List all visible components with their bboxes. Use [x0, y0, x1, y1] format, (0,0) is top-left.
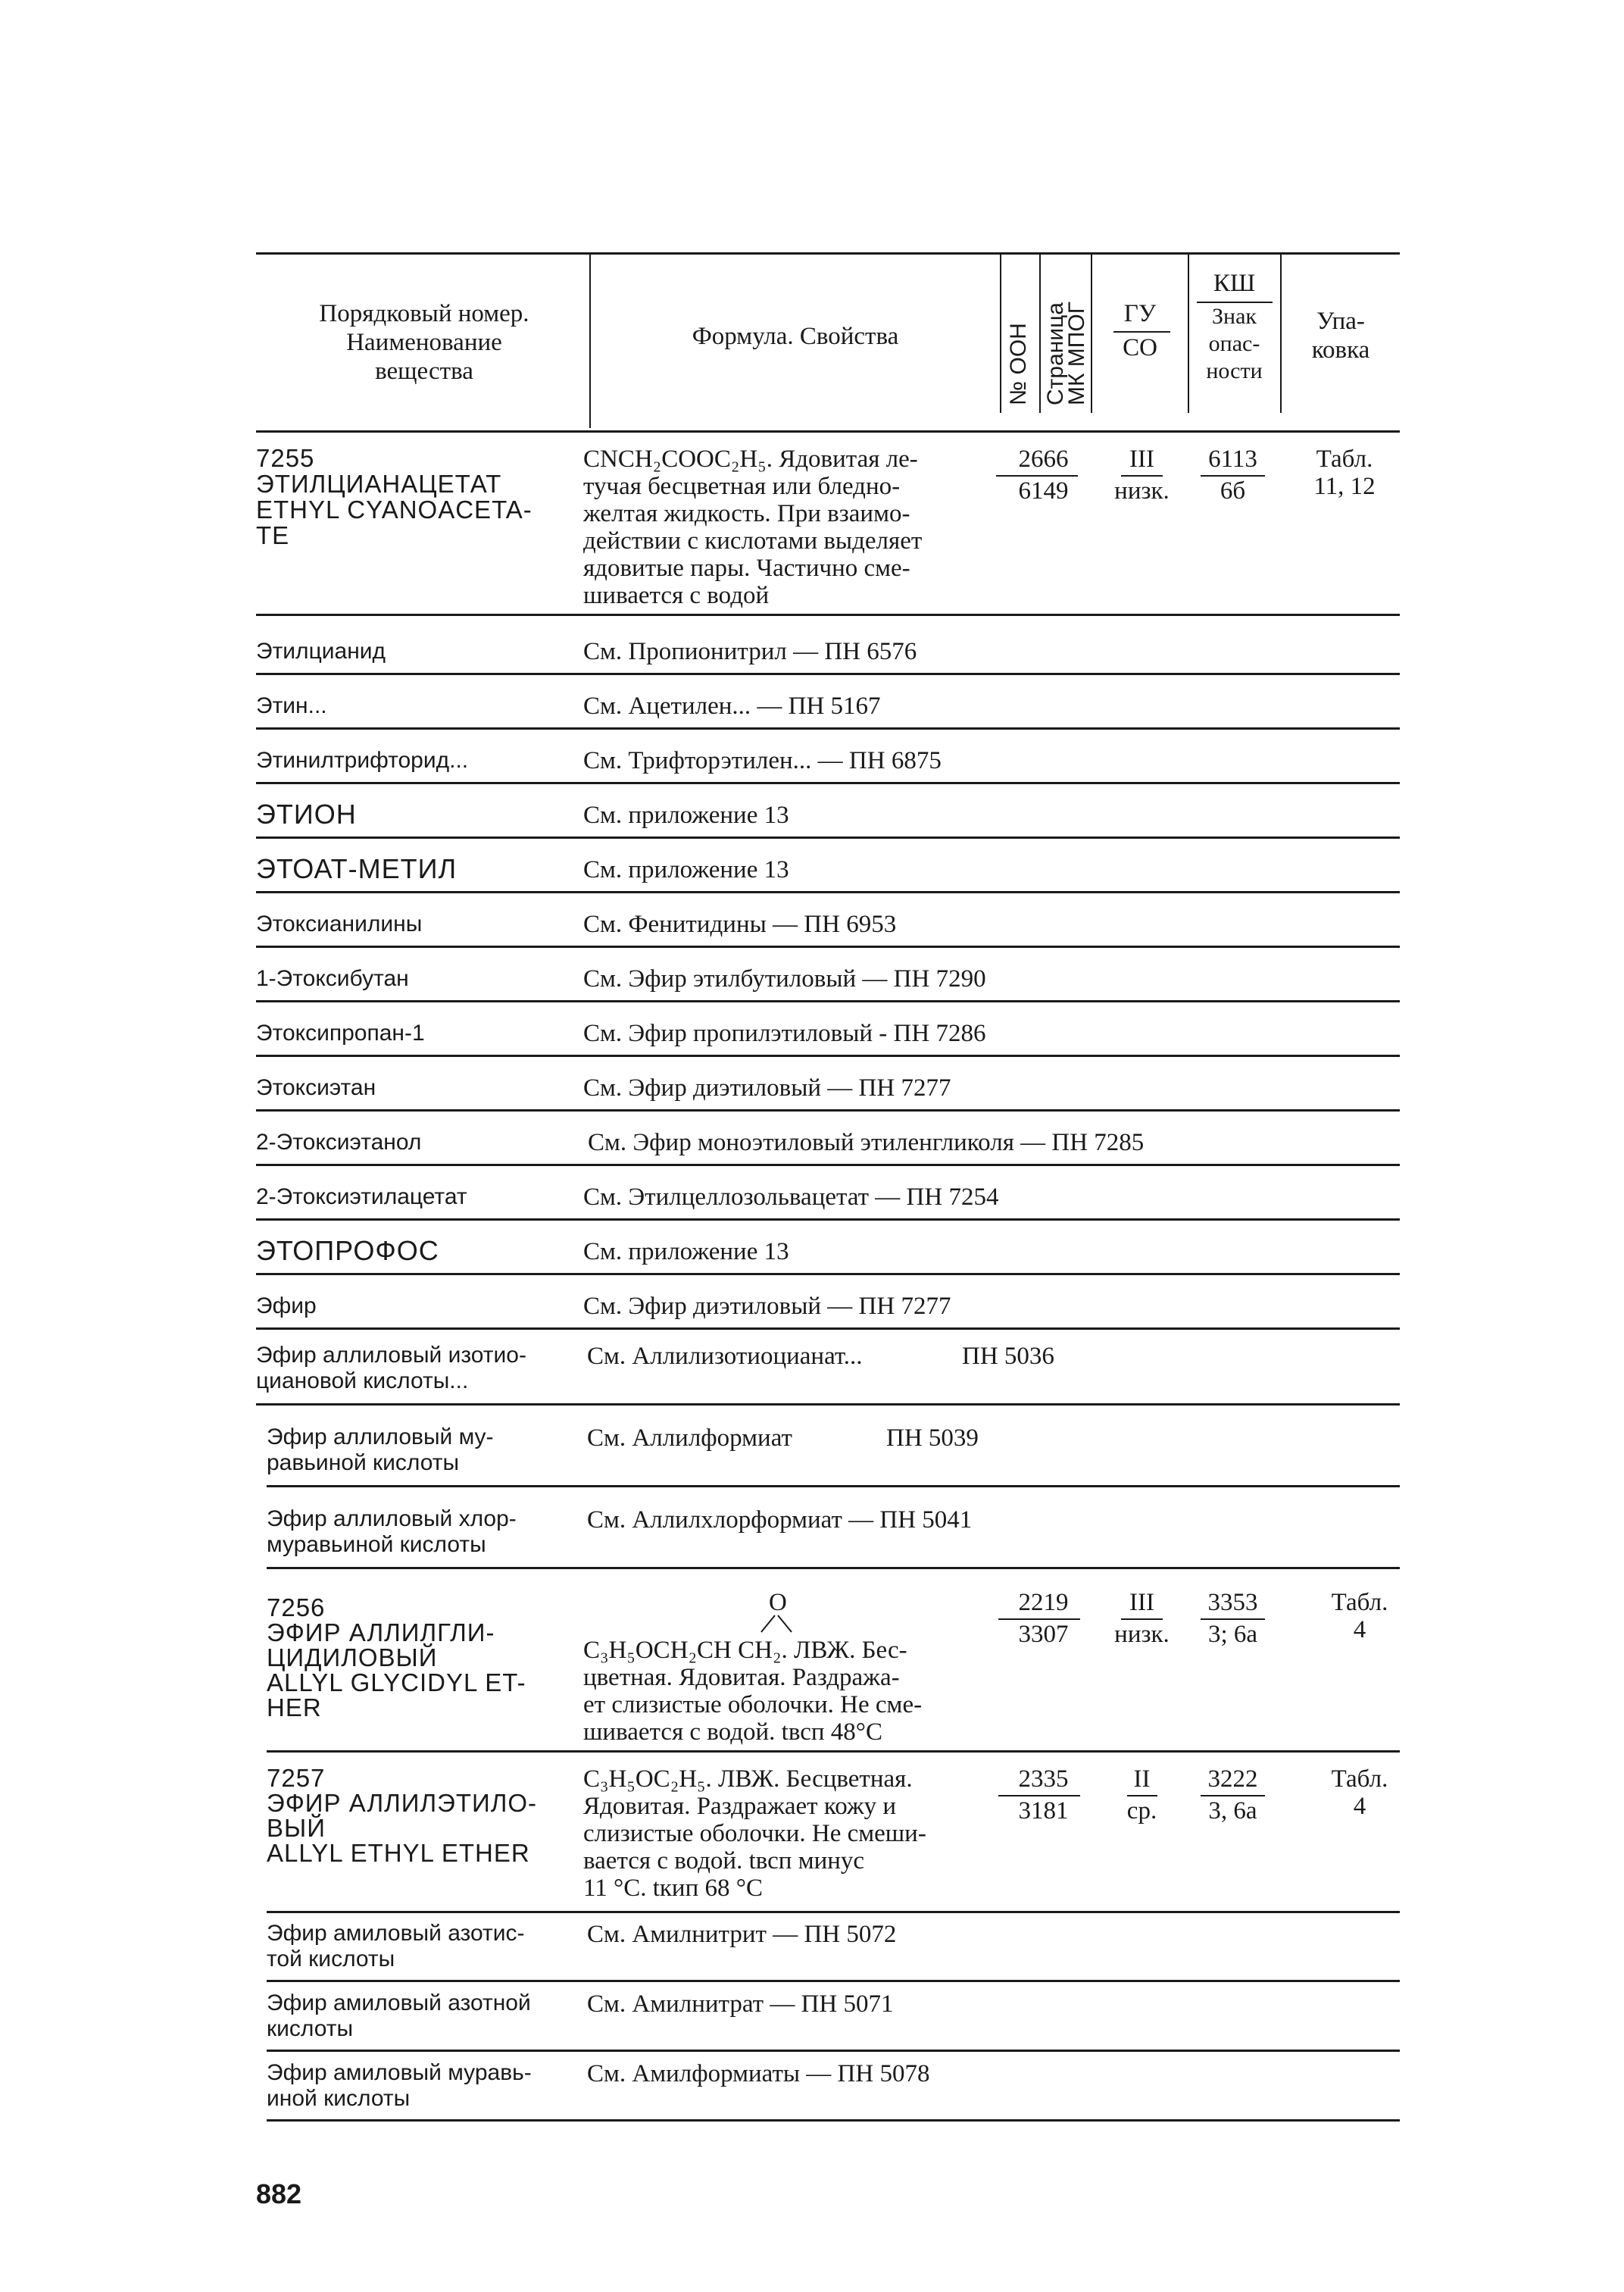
entry-name-line: HER [267, 1693, 322, 1721]
entry-props-line: шивается с водой. tвсп 48°C [583, 1718, 882, 1746]
header-divider [1188, 254, 1189, 413]
header-col7-line: ковка [1311, 336, 1370, 364]
ref-row-name-line: Эфир амиловый муравь- [267, 2060, 532, 2085]
header-bottom-rule [256, 430, 1400, 433]
entry-number: 7256 [267, 1593, 326, 1621]
ref-row-name: Этоксианилины [256, 911, 423, 936]
entry-name-line: ВЫЙ [267, 1814, 326, 1842]
page-number: 882 [256, 2178, 302, 2209]
header-divider [1091, 254, 1092, 413]
row-rule [267, 1911, 1400, 1913]
ref-row-pn: ПН 5036 [962, 1343, 1054, 1370]
header-divider [589, 254, 591, 428]
entry-7256-gu: III [1129, 1589, 1154, 1616]
entry-props-line: ет слизистые оболочки. Не сме- [583, 1691, 923, 1718]
row-rule [256, 673, 1400, 675]
header-col-un-number: № ООН [1006, 323, 1031, 405]
header-col4-line: Страница [1043, 302, 1068, 405]
entry-props-line: Ядовитая. Раздражает кожу и [583, 1793, 897, 1820]
ref-row-name: Этинилтрифторид... [256, 748, 469, 773]
entry-7255-gu: III [1129, 446, 1154, 473]
ref-row-text: См. Этилцеллозольвацетат — ПН 7254 [583, 1184, 999, 1211]
ref-row-pn: ПН 5039 [886, 1424, 979, 1452]
ref-row-name [267, 1990, 531, 2042]
row-rule [256, 1403, 1400, 1406]
entry-number: 7255 [256, 444, 315, 472]
ref-row-name: Этилцианид [256, 639, 386, 664]
entry-fraction-line [1201, 1795, 1265, 1796]
header-col-formula: Формула. Свойства [692, 323, 899, 350]
entry-props-line: C₃H₅OC₂H₅. ЛВЖ. Бесцветная. [583, 1765, 913, 1793]
ref-row-name: Этоксиэтан [256, 1075, 376, 1100]
row-rule [256, 1218, 1400, 1221]
entry-pack-line: 4 [1353, 1616, 1366, 1643]
entry-7257-sign: 3, 6а [1208, 1797, 1257, 1825]
entry-7256-ksh: 3353 [1207, 1589, 1258, 1616]
row-rule [256, 836, 1400, 839]
entry-props-line: ядовитые пары. Частично сме- [583, 555, 910, 582]
entry-7256-oxygen: O [769, 1589, 787, 1616]
row-rule [256, 1109, 1400, 1112]
entry-props-line: действии с кислотами выделяет [583, 527, 923, 555]
entry-7255-pack [1288, 446, 1401, 500]
entry-7256-un: 2219 [1018, 1589, 1069, 1616]
ref-row-name-line: Эфир амиловый азотной [267, 1990, 531, 2015]
row-rule [256, 782, 1400, 784]
entry-props-line: слизистые оболочки. Не смеши- [583, 1820, 926, 1847]
ref-row-text: См. Эфир пропилэтиловый - ПН 7286 [583, 1020, 986, 1047]
ref-row-text: См. приложение 13 [583, 1238, 789, 1265]
epoxide-ring-bonds [754, 1612, 799, 1635]
header-col1-line: Наименование [346, 329, 502, 356]
ref-row-name: Эфир [256, 1293, 317, 1318]
entry-name-line: ЭТИЛЦИАНАЦЕТАТ [256, 470, 502, 498]
ref-row-name [267, 1424, 494, 1476]
entry-props-line: тучая бесцветная или бледно- [583, 473, 901, 500]
entry-pack-line: Табл. [1331, 1765, 1388, 1793]
ref-row-name-line: Эфир аллиловый изотио- [256, 1343, 526, 1368]
entry-fraction-line [1201, 1618, 1265, 1620]
entry-7256-props [583, 1637, 922, 1746]
entry-number: 7257 [267, 1764, 326, 1792]
ref-row-name-line: той кислоты [267, 1946, 395, 1971]
entry-7255-ksh: 6113 [1208, 446, 1257, 473]
ref-row-name: ЭТОПРОФОС [256, 1235, 439, 1266]
entry-props-line: CNCH₂COOC₂H₅. Ядовитая ле- [583, 446, 918, 473]
row-rule [267, 1485, 1400, 1487]
entry-7257-gu: II [1133, 1765, 1151, 1793]
header-col-co: СО [1123, 334, 1157, 361]
entry-7257-ksh: 3222 [1207, 1765, 1258, 1793]
ref-row-name-line: муравьиной кислоты [267, 1532, 486, 1557]
entry-fraction-line [998, 1618, 1080, 1620]
header-col6-line: ности [1206, 358, 1263, 383]
header-divider [1280, 254, 1282, 413]
ref-row-text: См. Ацетилен... — ПН 5167 [583, 693, 881, 720]
row-rule [256, 1000, 1400, 1002]
header-col-page [1045, 302, 1088, 405]
entry-props-line: цветная. Ядовитая. Раздража- [583, 1664, 900, 1691]
header-col-hazard-sign [1191, 303, 1278, 385]
entry-7257-page: 3181 [1018, 1797, 1069, 1825]
entry-fraction-line [1127, 1795, 1157, 1796]
entry-7256-co: низк. [1114, 1621, 1170, 1648]
entry-7255-name [256, 446, 532, 549]
ref-row-text: См. Амилнитрит — ПН 5072 [587, 1921, 897, 1948]
entry-name-line: TE [256, 521, 290, 549]
row-rule [256, 1055, 1400, 1057]
header-col7-line: Упа- [1316, 308, 1365, 335]
row-rule [267, 1980, 1400, 1982]
entry-props-line: шивается с водой [583, 582, 770, 609]
entry-fraction-line [1121, 475, 1163, 477]
header-col6-line: Знак [1212, 304, 1257, 329]
ref-row-text: См. Эфир моноэтиловый этиленгликоля — ПН 7285 [588, 1129, 1145, 1156]
ref-row-name-line: Эфир аллиловый хлор- [267, 1506, 517, 1531]
ref-row-name: 1-Этоксибутан [256, 966, 409, 991]
entry-name-line: ЦИДИЛОВЫЙ [267, 1643, 438, 1671]
ref-row-name [267, 2060, 532, 2112]
entry-fraction-line [1121, 1618, 1163, 1620]
ref-row-name: Этоксипропан-1 [256, 1021, 425, 1046]
header-col-number-name [280, 299, 568, 386]
ref-row-name [256, 1343, 526, 1394]
ref-row-name-line: равьиной кислоты [267, 1450, 460, 1475]
ref-row-name: Этин... [256, 693, 327, 718]
row-rule [267, 2119, 1400, 2122]
entry-name-line: ALLYL GLYCIDYL ET- [267, 1668, 526, 1696]
ref-row-name-line: Эфир аллиловый му- [267, 1424, 494, 1449]
entry-name-line: ЭФИР АЛЛИЛЭТИЛО- [267, 1789, 538, 1817]
entry-fraction-line [998, 1795, 1080, 1796]
ref-row-name: ЭТИОН [256, 799, 357, 830]
header-top-rule [256, 252, 1400, 255]
entry-name-line: ETHYL CYANOACETA- [256, 496, 532, 524]
entry-7256-sign: 3; 6а [1207, 1621, 1258, 1648]
entry-props-line: C₃H₅OCH₂CH CH₂. ЛВЖ. Бес- [583, 1637, 907, 1664]
ref-row-name-line: иной кислоты [267, 2086, 411, 2111]
row-rule [267, 1750, 1400, 1753]
ref-row-name: 2-Этоксиэтанол [256, 1130, 422, 1155]
entry-7256-pack [1303, 1589, 1416, 1643]
entry-name-line: ALLYL ETHYL ETHER [267, 1839, 530, 1867]
entry-7257-un: 2335 [1018, 1765, 1069, 1793]
ref-row-text: См. Эфир диэтиловый — ПН 7277 [583, 1074, 951, 1102]
entry-7256-name [267, 1595, 526, 1720]
header-col4-line: МК МПОГ [1064, 302, 1089, 405]
row-rule [256, 1273, 1400, 1275]
header-col-packaging [1284, 307, 1398, 364]
ref-row-text: См. Амилнитрат — ПН 5071 [587, 1990, 894, 2018]
entry-7255-sign: 6б [1220, 477, 1246, 505]
header-col-ksh: КШ [1213, 270, 1256, 297]
entry-7257-co: ср. [1126, 1797, 1157, 1825]
entry-pack-line: 11, 12 [1313, 473, 1376, 500]
entry-7257-pack [1303, 1765, 1416, 1820]
entry-fraction-line [1201, 475, 1265, 477]
ref-row-name-line: циановой кислоты... [256, 1368, 469, 1393]
entry-pack-line: Табл. [1316, 446, 1373, 473]
ref-row-text: См. Аллилизотиоцианат... [587, 1343, 863, 1370]
ref-row-text: См. Эфир этилбутиловый — ПН 7290 [583, 965, 986, 993]
ref-row-text: См. Трифторэтилен... — ПН 6875 [583, 747, 942, 774]
row-rule [256, 727, 1400, 730]
ref-row-name-line: Эфир амиловый азотис- [267, 1921, 525, 1946]
header-col6-line: опас- [1208, 331, 1260, 356]
entry-7255-page: 6149 [1018, 477, 1069, 505]
entry-7255-un: 2666 [1018, 446, 1069, 473]
ref-row-name [267, 1506, 517, 1558]
entry-pack-line: Табл. [1331, 1589, 1388, 1616]
header-gu-fraction-line [1113, 331, 1170, 333]
entry-props-line: 11 °C. tкип 68 °C [583, 1875, 763, 1902]
entry-pack-line: 4 [1353, 1793, 1366, 1820]
entry-props-line: вается с водой. tвсп минус [583, 1847, 865, 1875]
header-divider [1000, 254, 1001, 413]
entry-7255-co: низк. [1114, 477, 1170, 505]
entry-7257-name [267, 1765, 537, 1865]
ref-row-text: См. Аллилформиат [587, 1424, 792, 1452]
header-col-gu: ГУ [1123, 300, 1157, 327]
ref-row-text: См. Эфир диэтиловый — ПН 7277 [583, 1293, 951, 1320]
row-rule [267, 1567, 1400, 1569]
entry-7257-props [583, 1765, 926, 1902]
row-rule [256, 614, 1400, 616]
ref-row-text: См. Амилформиаты — ПН 5078 [587, 2060, 930, 2087]
entry-fraction-line [996, 475, 1078, 477]
row-rule [256, 1164, 1400, 1166]
entry-props-line: желтая жидкость. При взаимо- [583, 500, 910, 527]
row-rule [267, 2050, 1400, 2052]
row-rule [256, 1327, 1400, 1330]
header-divider [1039, 254, 1041, 413]
ref-row-text: См. приложение 13 [583, 856, 789, 883]
entry-7255-props [583, 446, 922, 609]
ref-row-text: См. приложение 13 [583, 802, 789, 829]
ref-row-name-line: кислоты [267, 2016, 354, 2041]
header-col1-line: вещества [375, 358, 473, 385]
row-rule [256, 891, 1400, 893]
header-col1-line: Порядковый номер. [319, 300, 529, 327]
entry-name-line: ЭФИР АЛЛИЛГЛИ- [267, 1618, 495, 1646]
ref-row-text: См. Пропионитрил — ПН 6576 [583, 638, 917, 665]
ref-row-name: 2-Этоксиэтилацетат [256, 1184, 467, 1209]
ref-row-text: См. Фенитидины — ПН 6953 [583, 911, 897, 938]
ref-row-name: ЭТОАТ-МЕТИЛ [256, 853, 458, 884]
ref-row-name [267, 1921, 525, 1972]
ref-row-text: См. Аллилхлорформиат — ПН 5041 [587, 1506, 973, 1534]
row-rule [256, 946, 1400, 948]
entry-7256-page: 3307 [1018, 1621, 1069, 1648]
